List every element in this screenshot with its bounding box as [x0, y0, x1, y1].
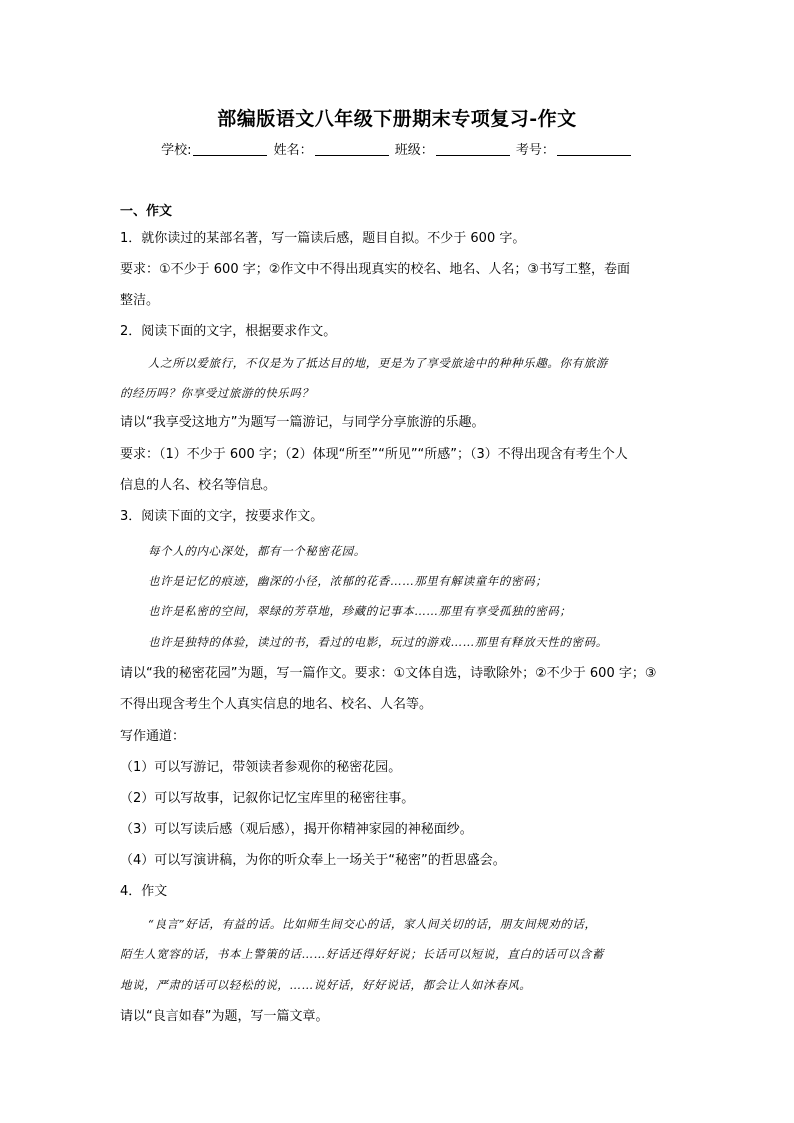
q2-quote-line: 的经历吗？你享受过旅游的快乐吗？: [120, 386, 314, 400]
q1-requirement-cont: 整洁。: [120, 293, 160, 308]
page-title: 部编版语文八年级下册期末专项复习-作文: [217, 108, 577, 130]
q1-line: 1．就你读过的某部名著，写一篇读后感，题目自拟。不少于 600 字。: [120, 231, 526, 246]
q2-requirement: 要求：（1）不少于 600 字；（2）体现“所至”“所见”“所感”；（3）不得出现含有考生个人: [120, 447, 628, 462]
section-heading: 一、作文: [120, 204, 173, 219]
q3-guide-item: （1）可以写游记，带领读者参观你的秘密花园。: [120, 760, 402, 775]
q3-line: 3．阅读下面的文字，按要求作文。: [120, 509, 324, 524]
q3-prompt-cont: 不得出现含考生个人真实信息的地名、校名、人名等。: [120, 697, 433, 712]
q4-quote-line: 地说，严肃的话可以轻松的说，……说好话，好好说话，都会让人如沐春风。: [120, 978, 532, 992]
q2-prompt: 请以“我享受这地方”为题写一篇游记，与同学分享旅游的乐趣。: [120, 415, 485, 430]
q3-guide-item: （3）可以写读后感（观后感），揭开你精神家园的神秘面纱。: [120, 822, 473, 837]
q3-guide-label: 写作通道：: [120, 729, 186, 744]
q4-line: 4．作文: [120, 884, 168, 899]
q4-prompt: 请以“良言如春”为题，写一篇文章。: [120, 1009, 329, 1024]
name-label: 姓名：: [273, 143, 313, 158]
class-label: 班级：: [394, 143, 434, 158]
q3-guide-item: （2）可以写故事，记叙你记忆宝库里的秘密往事。: [120, 791, 415, 806]
q2-quote-line: 人之所以爱旅行，不仅是为了抵达目的地，更是为了享受旅途中的种种乐趣。你有旅游: [148, 356, 608, 370]
student-info-row: [0, 139, 794, 158]
school-blank[interactable]: [193, 143, 267, 156]
q4-quote-line: 陌生人宽容的话，书本上警策的话……好话还得好好说；长话可以短说，直白的话可以含蓄: [120, 947, 604, 961]
number-blank[interactable]: [557, 143, 631, 156]
q3-guide-item: （4）可以写演讲稿，为你的听众奉上一场关于“秘密”的哲思盛会。: [120, 853, 506, 868]
q3-quote-line: 也许是独特的体验，读过的书，看过的电影，玩过的游戏……那里有释放天性的密码。: [148, 635, 608, 649]
school-label: 学校:: [161, 143, 192, 158]
q2-requirement-cont: 信息的人名、校名等信息。: [120, 478, 277, 493]
q3-prompt: 请以“我的秘密花园”为题，写一篇作文。要求：①文体自选，诗歌除外；②不少于 600 字；③: [120, 666, 657, 681]
q3-quote-line: 也许是私密的空间，翠绿的芳草地，珍藏的记事本……那里有享受孤独的密码；: [148, 604, 572, 618]
q3-quote-line: 也许是记忆的痕迹，幽深的小径，浓郁的花香……那里有解读童年的密码；: [148, 574, 548, 588]
number-label: 考号：: [515, 143, 555, 158]
class-blank[interactable]: [436, 143, 510, 156]
q1-requirement: 要求：①不少于 600 字；②作文中不得出现真实的校名、地名、人名；③书写工整，卷面: [120, 262, 631, 277]
q4-quote-line: “良言”好话，有益的话。比如师生间交心的话，家人间关切的话，朋友间规劝的话，: [148, 917, 597, 931]
name-blank[interactable]: [315, 143, 389, 156]
q2-line: 2．阅读下面的文字，根据要求作文。: [120, 324, 337, 339]
q3-quote-line: 每个人的内心深处，都有一个秘密花园。: [148, 544, 366, 558]
